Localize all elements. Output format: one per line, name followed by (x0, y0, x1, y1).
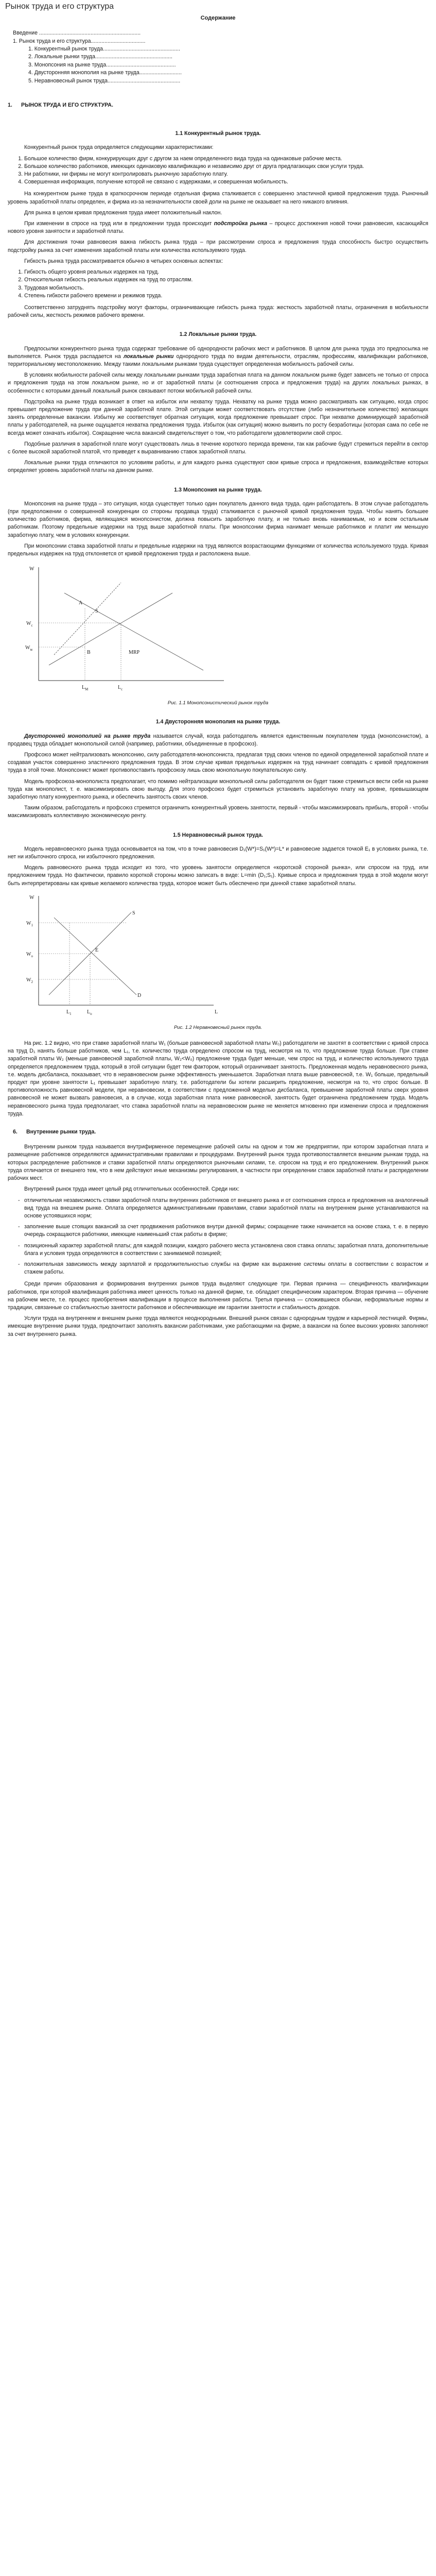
toc-heading: Содержание (200, 15, 236, 21)
paragraph: Локальные рынки труда отличаются по условиям работы, и для каждого рынка существуют свои кривые спроса и предложения, взаимодействие которых определяет уровень заработной платы на данном рынке. (8, 460, 428, 474)
section-heading-1-3: 1.3 Монопсония на рынке труда. (174, 486, 262, 493)
label-lm: $L_M$ (82, 685, 89, 692)
section-heading-1-2: 1.2 Локальные рынки труда. (179, 331, 257, 338)
label-wc: $W_c$ (26, 621, 33, 628)
paragraph (8, 220, 428, 235)
curve-label-d: D (137, 992, 142, 998)
term-emphasis: Двусторонней монополией на рынке труда (24, 733, 151, 739)
paragraph: Модель равновесного рынка труда исходит из того, что уровень занятости определяется «коротской стороной рынка», или спросом на труд, или предложением труда. Но фактически, правило короткой стороны можно записать в виде: L=min (D₁;S₁). Кривые спроса и предложения труда в этой модели могут быть интерпретированы как кривые желаемого количества труда, которое может быть обеспечено при данной ставке заработной платы. (8, 865, 428, 887)
point-label-e: E (95, 947, 99, 953)
chapter-heading (8, 101, 428, 109)
toc-item-intro[interactable]: Введение ................................................................... (13, 30, 141, 37)
section-heading-6 (13, 1128, 428, 1136)
toc-item-1-2[interactable]: 2. Локальные рынки труда................................................... (28, 54, 172, 60)
toc-item-chapter-1[interactable]: 1. Рынок труда и его структура.................................... (13, 38, 146, 44)
curve-label-mrp: MRP (129, 650, 140, 656)
section-heading-1-1: 1.1 Конкурентный рынок труда. (175, 130, 261, 137)
paragraph: Подстройка на рынке труда возникает в ответ на избыток или нехватку труда. Нехватку на рынке труда можно рассматривать как ситуацию, когда спрос превышает предложение труда при данной заработной плате. Этой ситуации может соответствовать отсутствие (либо незначительное количество) желающих занять определенные вакансии. Избытку же соответствует обратная ситуация, когда предложение превышает спрос. При нехватке доминирующей заработной платы у работодателей, на рынке ощущается нехватка предложения труда. Избыток (как ситуация) можно выявить по росту безработицы (которая сама по себе не всегда может означать избыток). Сокращение числа вакансий свидетельствует о том, что работодатели удовлетворили свой спрос. (8, 398, 428, 436)
paragraph: Внутренний рынок труда имеет целый ряд отличительных особенностей. Среди них: (24, 1186, 240, 1193)
label-wm: $W_м$ (25, 645, 32, 652)
paragraph: Модель неравновесного рынка труда основывается на том, что в точке равновесия D₁(W*)=S₁(W*)=L* и равновесие задается точкой E₁ в условиях рынка, т.е. нет ни избыточного спроса, ни избыточного предложения. (8, 845, 428, 860)
label-w2: $W_2$ (26, 977, 33, 984)
table-of-contents (13, 29, 428, 85)
paragraph: Для рынка в целом кривая предложения труда имеет положительный наклон. (24, 209, 222, 216)
list-item: 3. Трудовая мобильность. (24, 284, 428, 292)
paragraph: Гибкость рынка труда рассматривается обычно в четырех основных аспектах: (24, 258, 223, 264)
paragraph: Подобные различия в заработной плате могут существовать лишь в течение короткого периода времени, так как рабочие будут стремиться перейти в сектор с более высокой заработной платой, что приведет к выравниванию ставок заработной платы. (8, 440, 428, 455)
toc-item-1-5[interactable]: 5. Неравновесный рынок труда................................................ (28, 77, 181, 84)
figure-caption-1-2: Рис. 1.2 Неравновесный рынок труда. (173, 1024, 263, 1030)
list-item: - отличительная независимость ставки заработной платы внутренних работников от внешнего рынка и от соотношения спроса и предложения на аналогичный вид труда на внешнем рынке. Оплата определяется административными правилами, ставки заработной платы на внутреннем рынке устанавливаются на основе устоявшихся норм; (24, 1197, 428, 1221)
paragraph (8, 733, 428, 748)
paragraph: Услуги труда на внутреннем и внешнем рынке труда являются неоднородными. Внешний рынок связан с однородным трудом и карьерной лестницей. Фирмы, имеющие внутренние рынки труда, предпочитают заполнять вакансии работниками, уже работающими на фирме, а вакансии на более высоких уровнях заполняют за счет внутреннего рынка. (8, 1315, 428, 1337)
list-item: - положительная зависимость между зарплатой и продолжительностью службы на фирме как выражение системы оплаты в соответствии с возрастом и стажем работы. (24, 1261, 428, 1276)
paragraph: Модель профсоюза-монополиста предполагает, что помимо нейтрализации монопольной силы работодателя он будет также стремиться вести себя на рынке труда как монополист, т. е. максимизировать свою выгоду. Для этого профсоюз будет стремиться установить заработную плату на уровне, превышающем заработную плату конкурентного рынка, и обеспечить занятость своих членов. (8, 778, 428, 801)
list-item: 4. Степень гибкости рабочего времени и режимов труда. (24, 292, 428, 300)
paragraph: В условиях мобильности рабочей силы между локальными рынками труда заработная плата на данном локальном рынке будет зависеть не только от спроса и предложения труда на этом локальном рынке, но и от заработной платы (и соотношения спроса и предложения труда) на других локальных рынках, в особенности с которыми данный локальный рынок связывают потоки мобильной рабочей силы. (8, 372, 428, 394)
figure-disequilibrium (18, 892, 224, 1021)
figure-monopsony (18, 562, 234, 696)
list-item: - позиционный характер заработной платы; для каждой позиции, каждого рабочего места установлена своя ставка оплаты; заработная плата, дополнительные блага и условия труда определяются в соответствии с занимаемой позицией; (24, 1242, 428, 1258)
paragraph: Среди причин образования и формирования внутренних рынков труда выделяют следующие три. Первая причина — специфичность квалификации работников, при которой квалификация работника имеет ценность только на данной фирме, т.е. обладает специфическим характером. Вторая причина — обучение на рабочем месте, т.е. процесс приобретения квалификации в процессе выполнения работы. Третья причина — сложившиеся обычаи, неформальные нормы и традиции, связанные со стабильностью занятости работников и обеспечивающие им гарантии занятости и стабильность доходов. (8, 1281, 428, 1311)
paragraph: Для достижения точки равновесия важна гибкость рынка труда – при рассмотрении спроса и предложения труда способность быстро осуществить подстройку рынка за счет изменения заработной платы или количества используемого труда. (8, 239, 428, 253)
document-body (0, 14, 436, 1338)
demand-curve (54, 918, 136, 995)
section-title: Внутренние рынки труда. (26, 1129, 96, 1136)
paragraph: На рис. 1.2 видно, что при ставке заработной платы W₁ (больше равновесной заработной платы W₀) работодатели не захотят в соответствии с кривой спроса на труд D₁ нанять больше работников, чем L₁, т.е. количество труда определено спросом на труд, несмотря на то, что предложение труда больше. При ставке заработной платы W₂ (меньше равновесной заработной платы, W₂<W₀) предложение труда будет меньше, чем спрос на труд, и количество используемого труда определяется предложением труда, который в этой ситуации будет тем фактором, который ограничивает занятость. Предложенная модель неравновесного рынка, т.е. модель дисбаланса, показывает, что в неравновесном рынке эффективность уменьшается. Заработная плата выше равновесной, т.е. W₁ больше, предельный продукт при уровне занятости L₁ превышает заработную плату, т.е. работодатели бы хотели расширить предложение, несмотря на то, что спрос больше. В противоположность равновесной модели, при неравновесии, в соответствии с предложенной моделью дисбаланса, превышение заработной платы сверх уровня равновесной не может вызвать равновесия, а в случае, когда заработная плата ниже равновесной, занятость будет ограничена предложением труда. Модель неравновесного рынка труда предполагает, что ставка заработной платы на неравновесном рынке не меняется мгновенно при изменении спроса и предложения труда. (8, 1040, 428, 1117)
paragraph: Монопсония на рынке труда – это ситуация, когда существует только один покупатель данного вида труда, один работодатель. В этом случае работодатель (при предположении о совершенной конкуренции со стороны продавца труда) сталкивается с рыночной кривой предложения труда. Чтобы нанять большее количество работников, фирма, являющаяся монопсонистом, должна повысить заработную плату, и не только вновь нанимаемым, но и всем остальным работникам. Поэтому предельные издержки на труд выше заработной платы. При монопсонии фирма нанимает меньше работников и платит им меньшую заработную плату, чем в условиях конкуренции. (8, 500, 428, 538)
toc-item-1-4[interactable]: 4. Двусторонняя монополия на рынке труда............................ (28, 70, 182, 76)
text-run: однородного труда по видам деятельности, отраслям, профессиям, квалификации работников, территориальному местоположению. Между такими локальными рынками труда существует определенная мобильность рабочей силы. (8, 353, 429, 367)
text-run: – процесс достижения новой точки равновесия, касающийся нового уровня занятости и заработной платы. (8, 221, 429, 235)
flexibility-list (8, 268, 428, 300)
term-emphasis: подстройка рынка (214, 221, 268, 227)
point-label-b: B (87, 650, 91, 656)
axis-label-w: W (29, 566, 34, 572)
paragraph: Соответственно затруднять подстройку могут факторы, ограничивающие гибкость рынка труда: жесткость заработной платы, ограничения в мобильности рабочей силы, жесткость режимов рабочего времени. (8, 304, 428, 319)
features-list (8, 1197, 428, 1277)
paragraph (8, 345, 428, 369)
label-lo: $L_о$ (87, 1009, 92, 1016)
paragraph: На конкурентном рынке труда в краткосрочном периоде отдельная фирма сталкивается с совершенно эластичной кривой предложения труда. Рыночный уровень заработной платы определен, и фирма из-за незначительности своей доли на рынке не оказывает на него никакого влияния. (8, 191, 428, 205)
paragraph: Внутренним рынком труда называется внутрифирменное перемещение рабочей силы на одном и том же предприятии, при котором заработная плата и размещение работников определяются административными правилами и процедурами. Внутренний рынок труда противопоставляется внешним рынкам труда, на которых распределение работников и ставки заработной платы определяются рыночными силами, т.е. спросом на труд и его предложением. Внутренний рынок труда отличается от внешнего тем, что в нем действуют иные механизмы регулирования, в частности при определении ставок заработной платы и распределении рабочих мест. (8, 1144, 428, 1182)
list-item: 3. Ни работники, ни фирмы не могут контролировать рыночную заработную плату. (24, 171, 428, 178)
document-title: Рынок труда и его структура (5, 2, 114, 11)
toc-item-1-1[interactable]: 1. Конкурентный рынок труда................................................... (28, 46, 181, 53)
text-run: Предпосылки конкурентного рынка труда содержат требование об однородности рабочих мест и работников. В целом для рынка труда это предпосылка не выполняется. Рынок труда распадается на (8, 345, 428, 360)
axis-label-l: L (215, 1009, 218, 1015)
point-label-a: A (79, 600, 83, 606)
list-item: 1. Большое количество фирм, конкурирующих друг с другом за наем определенного вида труда на одинаковые рабочие места. (24, 155, 428, 163)
list-item: - заполнение выше стоящих вакансий за счет продвижения работников внутри данной фирмы; сокращение также начинается на основе стажа, т. е. в первую очередь сокращаются работники, имеющие наименьший стаж работы в фирме; (24, 1223, 428, 1239)
disequilibrium-diagram (18, 892, 224, 1021)
term-emphasis: локальные рынки (123, 353, 174, 360)
paragraph: Таким образом, работодатель и профсоюз стремятся ограничить конкурентный уровень занятости, первый - чтобы максимизировать прибыль, второй - чтобы максимизировать коллективную экономическую ренту. (8, 805, 428, 819)
list-item: 4. Совершенная информация, получение которой не связано с издержками, и совершенная мобильность. (24, 178, 428, 186)
chapter-title: РЫНОК ТРУДА И ЕГО СТРУКТУРА. (21, 102, 113, 109)
toc-item-1-3[interactable]: 3. Монопсония на рынке труда.............................................. (28, 61, 176, 68)
figure-caption-1-1: Рис. 1.1 Монопсонистический рынок труда (167, 700, 269, 706)
curve-label-s: S (132, 910, 135, 916)
monopsony-diagram (18, 562, 234, 696)
list-item: 2. Относительная гибкость реальных издержек на труд по отраслям. (24, 276, 428, 284)
list-item: 1. Гибкость общего уровня реальных издержек на труд. (24, 268, 428, 276)
axis-label-w: W (29, 894, 34, 901)
text-run: называется случай, когда работодатель является единственным покупателем труда (монопсонистом), а продавец труда обладает монопольной силой (например, работники, объединенные в профсоюз). (8, 733, 428, 747)
list-item: 2. Большое количество работников, имеющих одинаковую квалификацию и независимо друг от друга предлагающих свои услуги труда. (24, 163, 428, 171)
section-heading-1-5: 1.5 Неравновесный рынок труда. (172, 832, 264, 838)
chapter-number: 1. (8, 102, 12, 109)
text-run: При изменении в спросе на труд или в предложении труда происходит (24, 221, 214, 227)
label-wo: $W_о$ (26, 951, 33, 958)
paragraph: Конкурентный рынок труда определяется следующими характеристиками: (24, 144, 214, 151)
label-w1: $W_1$ (26, 920, 33, 927)
mrp-curve (64, 593, 203, 670)
supply-curve (49, 593, 172, 665)
label-lc: $L_c$ (118, 685, 123, 692)
curve-label-s: S (95, 608, 98, 615)
section-heading-1-4: 1.4 Двусторонняя монополия на рынке труда. (155, 719, 281, 725)
paragraph: При монопсонии ставка заработной платы и предельные издержки на труд являются возрастающими функциями от количества используемого труда. Кривая предельных издержек на труд отклоняется от кривой предложения труда и расположена выше. (8, 543, 428, 557)
paragraph: Профсоюз может нейтрализовать монопсонию, силу работодателя-монопсониста, предлагая труд своих членов по единой определенной заработной плате и создавая участок совершенно эластичного предложения труда. В этом случае кривая предельных издержек на труд начинает совпадать с кривой предложения труда в этой точке. Монопсонист может противопоставить профсоюзу лишь свою монопольную покупательскую силу. (8, 752, 428, 774)
section-number: 6. (13, 1129, 18, 1136)
label-l1: $L_1$ (66, 1009, 72, 1016)
characteristics-list (8, 155, 428, 187)
